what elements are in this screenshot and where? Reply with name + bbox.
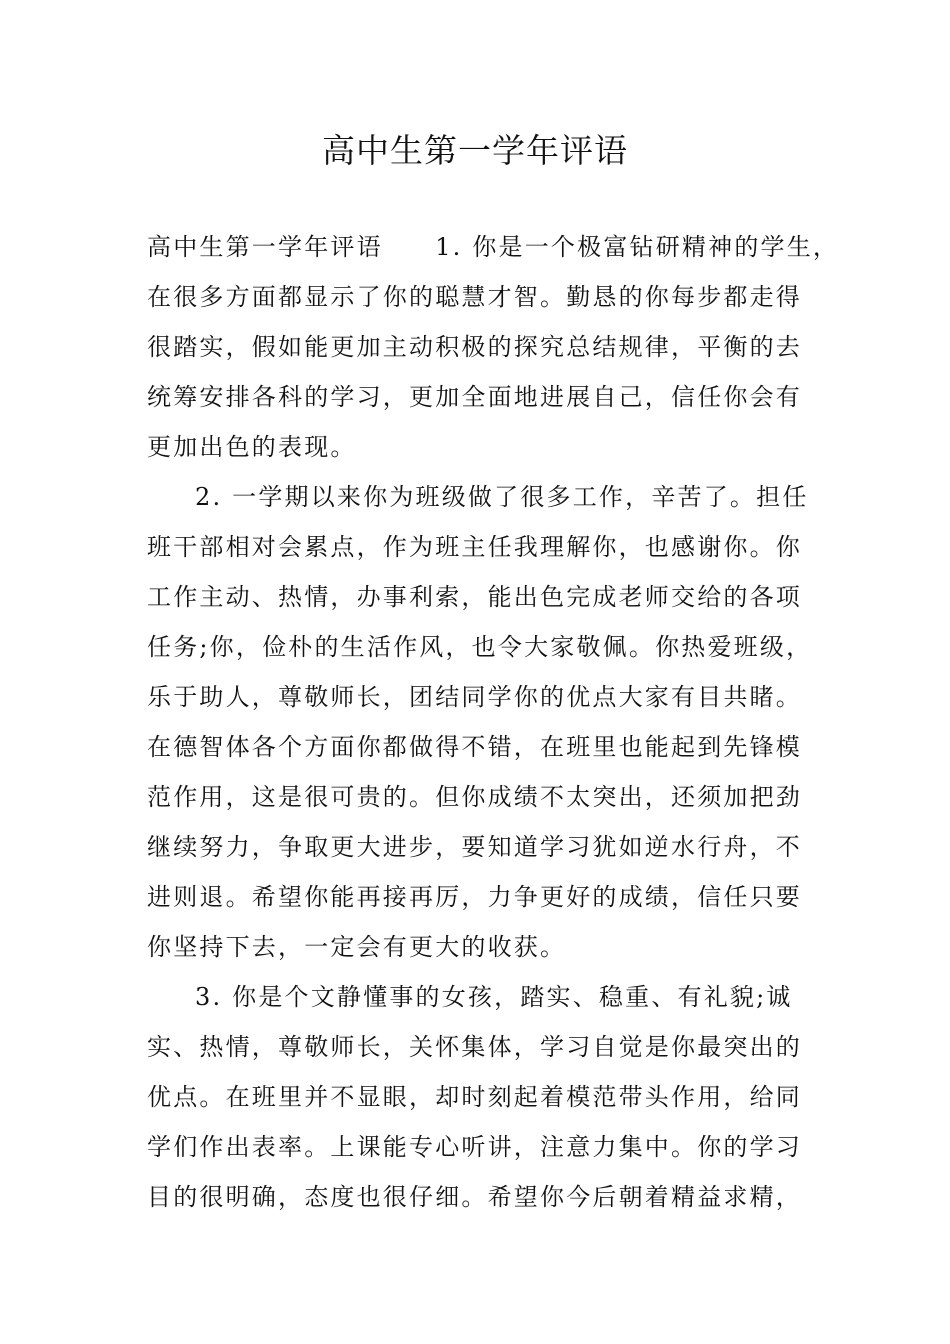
text-line-15: 你坚持下去，一定会有更大的收获。	[147, 933, 567, 961]
text-line-7: 班干部相对会累点，作为班主任我理解你，也感谢你。你	[147, 533, 802, 561]
text-line-6: 2. 一学期以来你为班级做了很多工作，辛苦了。担任	[195, 483, 809, 511]
text-line-17: 实、热情，尊敬师长，关怀集体，学习自觉是你最突出的	[147, 1033, 802, 1061]
text-line-5: 更加出色的表现。	[147, 433, 357, 461]
text-line-1: 高中生第一学年评语 1. 你是一个极富钻研精神的学生，	[147, 233, 840, 261]
text-line-10: 乐于助人，尊敬师长，团结同学你的优点大家有目共睹。	[147, 683, 802, 711]
text-line-14: 进则退。希望你能再接再厉，力争更好的成绩，信任只要	[147, 883, 802, 911]
text-line-19: 学们作出表率。上课能专心听讲，注意力集中。你的学习	[147, 1133, 802, 1161]
text-line-16: 3. 你是个文静懂事的女孩，踏实、稳重、有礼貌;诚	[195, 983, 793, 1011]
text-line-9: 任务;你，俭朴的生活作风，也令大家敬佩。你热爱班级，	[147, 633, 813, 661]
text-line-8: 工作主动、热情，办事利索，能出色完成老师交给的各项	[147, 583, 802, 611]
text-line-12: 范作用，这是很可贵的。但你成绩不太突出，还须加把劲	[147, 783, 802, 811]
text-line-11: 在德智体各个方面你都做得不错，在班里也能起到先锋模	[147, 733, 802, 761]
text-line-2: 在很多方面都显示了你的聪慧才智。勤恳的你每步都走得	[147, 283, 802, 311]
document-title: 高中生第一学年评语	[322, 131, 628, 170]
text-line-13: 继续努力，争取更大进步，要知道学习犹如逆水行舟，不	[147, 833, 802, 861]
text-line-18: 优点。在班里并不显眼，却时刻起着模范带头作用，给同	[147, 1083, 802, 1111]
text-line-3: 很踏实，假如能更加主动积极的探究总结规律，平衡的去	[147, 333, 802, 361]
text-line-20: 目的很明确，态度也很仔细。希望你今后朝着精益求精，	[147, 1183, 802, 1211]
text-line-4: 统筹安排各科的学习，更加全面地进展自己，信任你会有	[147, 383, 802, 411]
